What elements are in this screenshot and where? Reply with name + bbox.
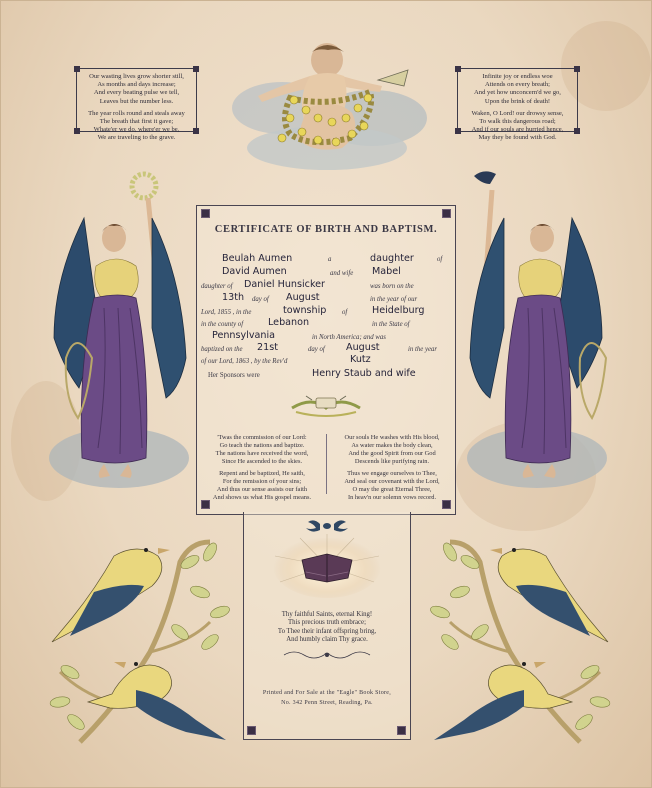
corner-ornament [442,209,451,218]
printer-imprint [243,688,411,708]
label-lord-year: Lord, 1855 , in the [201,309,252,316]
verse-line: As water makes the body clean, [351,442,433,449]
verse-line: And every beating pulse we tell, [93,89,180,97]
verse-line: Thus we engage ourselves to Thee, [347,470,437,477]
label-america: in North America; and was [312,334,386,341]
verse-line: Go teach the nations and baptize. [219,442,305,449]
verse-line: Since He ascended to the skies. [221,458,303,465]
stem-verse [243,611,411,645]
verse-line: 'Twas the commission of our Lord: [217,434,307,441]
child-name: Beulah Aumen [222,253,293,264]
label-county: in the county of [201,321,244,328]
label-in-year: in the year [408,346,438,353]
verse-line: The year rolls round and steals away [88,109,185,117]
label-in-year: in the year of our [370,296,418,303]
verse-line: We are traveling to the grave. [97,134,176,142]
birth-day: 13th [222,292,245,303]
label-day-of: day of [252,296,269,303]
verse-line: As months and days increase; [97,81,176,89]
label-of: of [437,256,443,263]
dove-book-emblem [270,516,384,600]
baptism-month: August [346,342,380,353]
grandfather-name: Daniel Hunsicker [244,279,326,290]
verse-line: For the remission of your sins; [222,478,302,485]
baptism-day: 21st [257,342,278,353]
verse-line: The breath that first it gave; [99,118,174,126]
verse-box-left [76,68,197,142]
birth-month: August [286,292,320,303]
relation: daughter [370,253,414,264]
verse-line: Our souls He washes with His blood, [344,434,440,441]
label-of: of [342,309,348,316]
corner-ornament [397,726,406,735]
verse-line: May they be found with God. [478,134,557,142]
label-was-born: was born on the [370,283,414,290]
verse-line: Our wasting lives grow shorter still, [89,73,184,80]
verse-line: And yet how unconcern'd we go, [474,89,561,97]
verse-line: To Thee their infant offspring bring, [277,627,377,635]
label-daughter-of: daughter of [201,283,233,290]
corner-ornament [201,209,210,218]
label-sponsors: Her Sponsors were [208,372,260,379]
verse-line: Repent and be baptized, He saith, [219,470,305,477]
birds-left-illustration [40,532,240,750]
angel-right-illustration [462,168,612,498]
label-a: a [328,256,332,263]
verse-line: And the good Spirit from our God [348,450,436,457]
angel-left-illustration [44,168,194,498]
verse-line: Infinite joy or endless woe [482,73,553,80]
wreath-ornament [286,390,366,418]
certificate-title: CERTIFICATE OF BIRTH AND BAPTISM. [214,224,438,235]
county-name: Lebanon [268,317,310,328]
verse-line: In heav'n our solemn vows record. [347,494,437,501]
verse-line: Descends like purifying rain. [354,458,430,465]
verse-line: Upon the brink of death! [484,97,551,105]
mother-name: Mabel [372,266,401,277]
flourish-divider [282,648,372,662]
verse-line: Attends on every breath; [484,81,550,89]
verse-line: And shows us what His gospel means. [212,494,312,501]
label-day-of: day of [308,346,325,353]
father-name: David Aumen [222,266,287,277]
verse-mid-left [200,434,324,502]
label-state: in the State of [372,321,410,328]
printer-line: No. 342 Penn Street, Reading, Pa. [281,700,373,706]
verse-line: Whate'er we do, where'er we be, [93,126,180,134]
pastor-name: Kutz [350,354,371,365]
verse-line: O may the great Eternal Three, [352,486,432,493]
corner-ornament [247,726,256,735]
verse-box-right [457,68,578,142]
cherub-illustration [222,38,434,178]
verse-line: And if our souls are hurried hence, [471,126,564,134]
verse-line: And humbly claim Thy grace. [286,636,368,644]
state-name: Pennsylvania [212,330,276,341]
verse-mid-right [330,434,454,502]
verse-line: And thus our sense assists our faith [216,486,308,493]
label-and-wife: and wife [330,270,354,277]
verse-line: And seal our covenant with the Lord, [344,478,440,485]
sponsors-names: Henry Staub and wife [312,368,416,379]
verse-line: Leaves but the number less. [99,97,174,105]
label-baptism-year: of our Lord, 1863 , by the Rev'd [201,358,288,365]
verse-line: This precious truth embrace; [288,619,366,627]
label-baptized: baptized on the [201,346,243,353]
printer-line: Printed and For Sale at the "Eagle" Book Store, [262,690,392,696]
verse-line: Waken, O Lord! our drowsy sense, [471,109,564,117]
verse-line: To walk this dangerous road; [479,118,556,126]
verse-line: The nations have received the word, [215,450,309,457]
township-name: Heidelburg [372,305,425,316]
township: township [283,305,327,316]
verse-line: Thy faithful Saints, eternal King! [281,611,373,618]
birds-right-illustration [420,532,620,750]
verse-divider [326,434,327,494]
